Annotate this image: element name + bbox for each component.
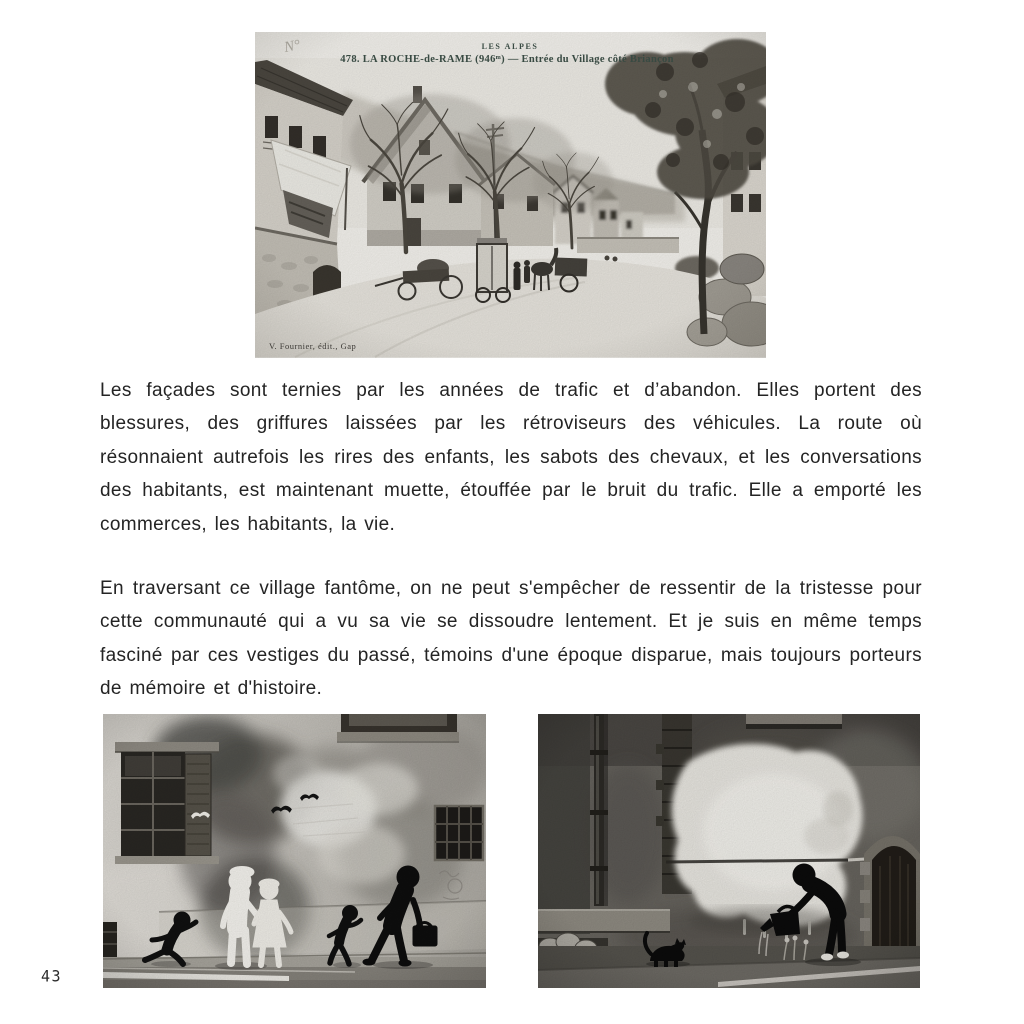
mural-right-figure bbox=[538, 714, 920, 988]
page-number: 43 bbox=[41, 966, 63, 986]
mural-left-image bbox=[103, 714, 486, 988]
mural-left-figure bbox=[103, 714, 486, 988]
postcard-figure bbox=[255, 32, 766, 358]
body-text bbox=[100, 374, 922, 737]
postcard-image bbox=[255, 32, 766, 358]
paragraph-village-fantome: En traversant ce village fantôme, on ne peut s'empêcher de ressentir de la tristesse pour cette communauté qui a vu sa vie se dissoudre lentement. Et je suis en même temps fasciné par ces vestiges du passé, témoins d'une époque disparue, mais toujours porteurs de mémoire et d'histoire. bbox=[100, 578, 922, 700]
mural-right-image bbox=[538, 714, 920, 988]
paragraph-facades: Les façades sont ternies par les années de trafic et d’abandon. Elles portent des blessures, des griffures laissées par les rétroviseurs des véhicules. La route où résonnaient autrefois les rires des enfants, les sabots des chevaux, et les conversations des habitants, est maintenant muette, étouffée par le bruit du trafic. Elle a emporté les commerces, les habitants, la vie. bbox=[100, 380, 922, 535]
